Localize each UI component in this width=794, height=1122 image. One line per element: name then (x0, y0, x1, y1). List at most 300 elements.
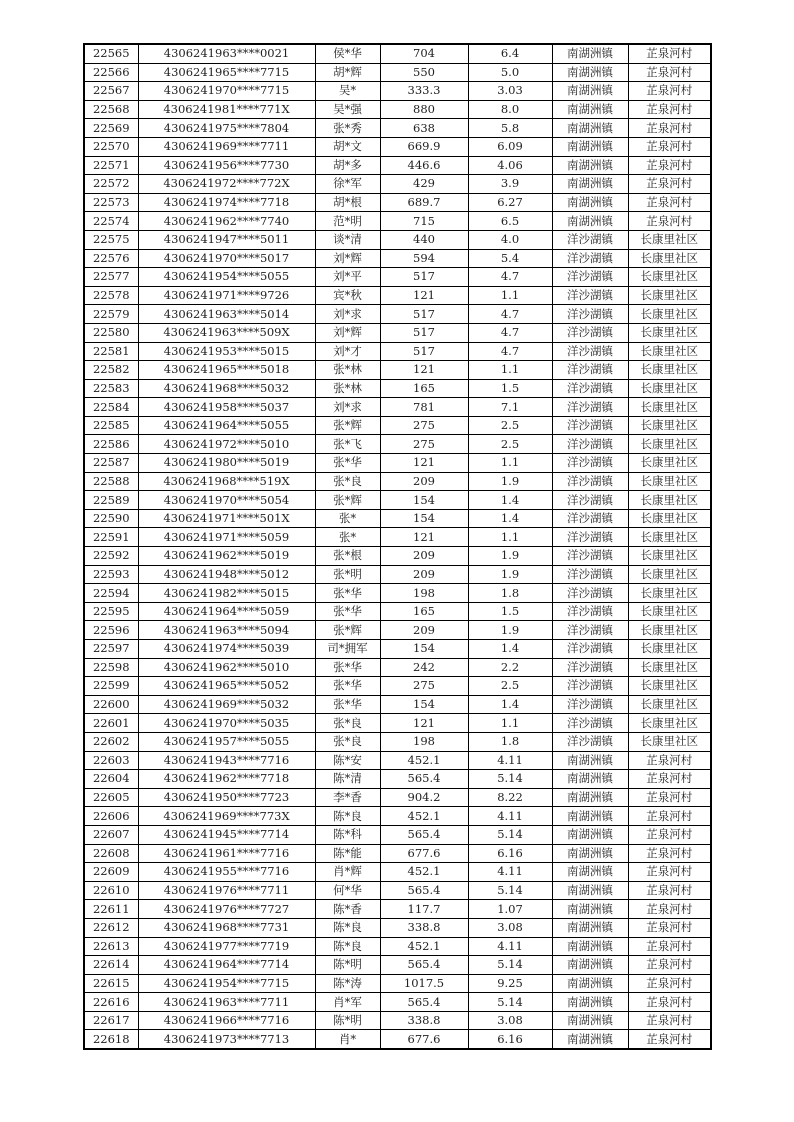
town-cell: 洋沙湖镇 (552, 379, 628, 398)
town-cell: 南湖洲镇 (552, 137, 628, 156)
id-number-cell: 4306241963****509X (138, 323, 315, 342)
person-name-cell: 陈*香 (315, 900, 380, 919)
amount-cell: 517 (380, 342, 468, 361)
village-cell: 芷泉河村 (628, 993, 711, 1012)
town-cell: 洋沙湖镇 (552, 640, 628, 659)
person-name-cell: 刘*辉 (315, 249, 380, 268)
area-cell: 5.14 (468, 881, 552, 900)
person-name-cell: 陈*良 (315, 918, 380, 937)
area-cell: 2.5 (468, 435, 552, 454)
person-name-cell: 陈*科 (315, 825, 380, 844)
row-number-cell: 22581 (84, 342, 138, 361)
village-cell: 长康里社区 (628, 230, 711, 249)
amount-cell: 704 (380, 44, 468, 63)
row-number-cell: 22600 (84, 695, 138, 714)
id-number-cell: 4306241962****7740 (138, 212, 315, 231)
town-cell: 洋沙湖镇 (552, 621, 628, 640)
area-cell: 6.16 (468, 1030, 552, 1049)
id-number-cell: 4306241945****7714 (138, 825, 315, 844)
amount-cell: 165 (380, 602, 468, 621)
person-name-cell: 肖*辉 (315, 863, 380, 882)
amount-cell: 209 (380, 472, 468, 491)
person-name-cell: 吴*强 (315, 100, 380, 119)
amount-cell: 565.4 (380, 881, 468, 900)
table-row (84, 472, 711, 491)
person-name-cell: 胡*多 (315, 156, 380, 175)
row-number-cell: 22590 (84, 509, 138, 528)
person-name-cell: 张*明 (315, 565, 380, 584)
row-number-cell: 22568 (84, 100, 138, 119)
table-row (84, 175, 711, 194)
town-cell: 南湖洲镇 (552, 175, 628, 194)
id-number-cell: 4306241962****5019 (138, 547, 315, 566)
town-cell: 南湖洲镇 (552, 844, 628, 863)
id-number-cell: 4306241963****7711 (138, 993, 315, 1012)
village-cell: 芷泉河村 (628, 1011, 711, 1030)
area-cell: 6.4 (468, 44, 552, 63)
area-cell: 1.9 (468, 565, 552, 584)
town-cell: 洋沙湖镇 (552, 472, 628, 491)
person-name-cell: 陈*明 (315, 956, 380, 975)
village-cell: 长康里社区 (628, 584, 711, 603)
row-number-cell: 22607 (84, 825, 138, 844)
id-number-cell: 4306241977****7719 (138, 937, 315, 956)
person-name-cell: 张*根 (315, 547, 380, 566)
table-row (84, 881, 711, 900)
table-row (84, 44, 711, 63)
town-cell: 洋沙湖镇 (552, 342, 628, 361)
area-cell: 5.0 (468, 63, 552, 82)
person-name-cell: 张*辉 (315, 491, 380, 510)
table-row (84, 602, 711, 621)
area-cell: 4.11 (468, 937, 552, 956)
row-number-cell: 22571 (84, 156, 138, 175)
row-number-cell: 22579 (84, 305, 138, 324)
area-cell: 6.09 (468, 137, 552, 156)
table-row (84, 379, 711, 398)
id-number-cell: 4306241969****5032 (138, 695, 315, 714)
person-name-cell: 胡*辉 (315, 63, 380, 82)
id-number-cell: 4306241970****5017 (138, 249, 315, 268)
town-cell: 南湖洲镇 (552, 900, 628, 919)
amount-cell: 669.9 (380, 137, 468, 156)
row-number-cell: 22567 (84, 82, 138, 101)
id-number-cell: 4306241965****7715 (138, 63, 315, 82)
row-number-cell: 22612 (84, 918, 138, 937)
id-number-cell: 4306241969****773X (138, 807, 315, 826)
table-row (84, 509, 711, 528)
amount-cell: 440 (380, 230, 468, 249)
amount-cell: 452.1 (380, 751, 468, 770)
table-row (84, 1011, 711, 1030)
row-number-cell: 22573 (84, 193, 138, 212)
id-number-cell: 4306241948****5012 (138, 565, 315, 584)
table-row (84, 695, 711, 714)
amount-cell: 154 (380, 640, 468, 659)
table-row (84, 844, 711, 863)
amount-cell: 165 (380, 379, 468, 398)
town-cell: 洋沙湖镇 (552, 602, 628, 621)
village-cell: 长康里社区 (628, 714, 711, 733)
id-number-cell: 4306241971****9726 (138, 286, 315, 305)
id-number-cell: 4306241976****7711 (138, 881, 315, 900)
person-name-cell: 宾*秋 (315, 286, 380, 305)
amount-cell: 117.7 (380, 900, 468, 919)
row-number-cell: 22610 (84, 881, 138, 900)
town-cell: 洋沙湖镇 (552, 491, 628, 510)
person-name-cell: 陈*良 (315, 807, 380, 826)
row-number-cell: 22604 (84, 770, 138, 789)
table-row (84, 491, 711, 510)
village-cell: 芷泉河村 (628, 100, 711, 119)
table-row (84, 435, 711, 454)
row-number-cell: 22599 (84, 677, 138, 696)
amount-cell: 154 (380, 695, 468, 714)
id-number-cell: 4306241964****5059 (138, 602, 315, 621)
id-number-cell: 4306241971****5059 (138, 528, 315, 547)
person-name-cell: 陈*能 (315, 844, 380, 863)
amount-cell: 275 (380, 416, 468, 435)
town-cell: 南湖洲镇 (552, 63, 628, 82)
id-number-cell: 4306241943****7716 (138, 751, 315, 770)
village-cell: 长康里社区 (628, 621, 711, 640)
village-cell: 长康里社区 (628, 249, 711, 268)
row-number-cell: 22574 (84, 212, 138, 231)
amount-cell: 594 (380, 249, 468, 268)
id-number-cell: 4306241974****7718 (138, 193, 315, 212)
town-cell: 南湖洲镇 (552, 156, 628, 175)
table-row (84, 100, 711, 119)
village-cell: 长康里社区 (628, 286, 711, 305)
village-cell: 芷泉河村 (628, 974, 711, 993)
id-number-cell: 4306241957****5055 (138, 732, 315, 751)
id-number-cell: 4306241954****5055 (138, 268, 315, 287)
table-row (84, 1030, 711, 1049)
id-number-cell: 4306241973****7713 (138, 1030, 315, 1049)
amount-cell: 880 (380, 100, 468, 119)
row-number-cell: 22576 (84, 249, 138, 268)
town-cell: 南湖洲镇 (552, 788, 628, 807)
row-number-cell: 22569 (84, 119, 138, 138)
village-cell: 芷泉河村 (628, 770, 711, 789)
village-cell: 芷泉河村 (628, 137, 711, 156)
town-cell: 洋沙湖镇 (552, 584, 628, 603)
table-row (84, 212, 711, 231)
village-cell: 芷泉河村 (628, 956, 711, 975)
table-row (84, 732, 711, 751)
table-row (84, 398, 711, 417)
town-cell: 洋沙湖镇 (552, 416, 628, 435)
row-number-cell: 22614 (84, 956, 138, 975)
area-cell: 1.1 (468, 286, 552, 305)
person-name-cell: 张*秀 (315, 119, 380, 138)
village-cell: 长康里社区 (628, 602, 711, 621)
row-number-cell: 22598 (84, 658, 138, 677)
village-cell: 芷泉河村 (628, 900, 711, 919)
area-cell: 5.4 (468, 249, 552, 268)
records-table (83, 43, 712, 1050)
area-cell: 4.7 (468, 323, 552, 342)
person-name-cell: 张*林 (315, 361, 380, 380)
row-number-cell: 22586 (84, 435, 138, 454)
amount-cell: 517 (380, 268, 468, 287)
town-cell: 南湖洲镇 (552, 881, 628, 900)
town-cell: 洋沙湖镇 (552, 547, 628, 566)
id-number-cell: 4306241963****5014 (138, 305, 315, 324)
row-number-cell: 22565 (84, 44, 138, 63)
row-number-cell: 22572 (84, 175, 138, 194)
area-cell: 4.06 (468, 156, 552, 175)
id-number-cell: 4306241953****5015 (138, 342, 315, 361)
amount-cell: 154 (380, 491, 468, 510)
area-cell: 4.0 (468, 230, 552, 249)
area-cell: 1.1 (468, 714, 552, 733)
area-cell: 1.07 (468, 900, 552, 919)
table-row (84, 974, 711, 993)
person-name-cell: 张*林 (315, 379, 380, 398)
amount-cell: 715 (380, 212, 468, 231)
id-number-cell: 4306241968****5032 (138, 379, 315, 398)
person-name-cell: 陈*安 (315, 751, 380, 770)
person-name-cell: 张*华 (315, 677, 380, 696)
village-cell: 芷泉河村 (628, 1030, 711, 1049)
table-row (84, 342, 711, 361)
table-row (84, 937, 711, 956)
area-cell: 1.8 (468, 732, 552, 751)
person-name-cell: 肖*军 (315, 993, 380, 1012)
village-cell: 长康里社区 (628, 509, 711, 528)
village-cell: 长康里社区 (628, 342, 711, 361)
amount-cell: 198 (380, 584, 468, 603)
person-name-cell: 张*飞 (315, 435, 380, 454)
town-cell: 南湖洲镇 (552, 825, 628, 844)
id-number-cell: 4306241968****7731 (138, 918, 315, 937)
amount-cell: 275 (380, 677, 468, 696)
town-cell: 南湖洲镇 (552, 918, 628, 937)
person-name-cell: 陈*清 (315, 770, 380, 789)
row-number-cell: 22611 (84, 900, 138, 919)
person-name-cell: 刘*求 (315, 398, 380, 417)
amount-cell: 565.4 (380, 993, 468, 1012)
area-cell: 2.5 (468, 416, 552, 435)
id-number-cell: 4306241975****7804 (138, 119, 315, 138)
amount-cell: 638 (380, 119, 468, 138)
table-row (84, 825, 711, 844)
village-cell: 芷泉河村 (628, 751, 711, 770)
row-number-cell: 22602 (84, 732, 138, 751)
amount-cell: 338.8 (380, 918, 468, 937)
amount-cell: 198 (380, 732, 468, 751)
row-number-cell: 22585 (84, 416, 138, 435)
row-number-cell: 22584 (84, 398, 138, 417)
amount-cell: 550 (380, 63, 468, 82)
village-cell: 芷泉河村 (628, 119, 711, 138)
town-cell: 南湖洲镇 (552, 119, 628, 138)
row-number-cell: 22591 (84, 528, 138, 547)
table-row (84, 268, 711, 287)
id-number-cell: 4306241981****771X (138, 100, 315, 119)
town-cell: 洋沙湖镇 (552, 305, 628, 324)
amount-cell: 1017.5 (380, 974, 468, 993)
id-number-cell: 4306241963****0021 (138, 44, 315, 63)
id-number-cell: 4306241950****7723 (138, 788, 315, 807)
person-name-cell: 刘*求 (315, 305, 380, 324)
row-number-cell: 22615 (84, 974, 138, 993)
village-cell: 长康里社区 (628, 547, 711, 566)
amount-cell: 517 (380, 305, 468, 324)
table-row (84, 137, 711, 156)
person-name-cell: 何*华 (315, 881, 380, 900)
area-cell: 5.14 (468, 770, 552, 789)
row-number-cell: 22578 (84, 286, 138, 305)
row-number-cell: 22570 (84, 137, 138, 156)
amount-cell: 565.4 (380, 956, 468, 975)
table-row (84, 63, 711, 82)
village-cell: 芷泉河村 (628, 193, 711, 212)
town-cell: 南湖洲镇 (552, 1011, 628, 1030)
id-number-cell: 4306241970****5054 (138, 491, 315, 510)
id-number-cell: 4306241964****5055 (138, 416, 315, 435)
amount-cell: 781 (380, 398, 468, 417)
table-row (84, 956, 711, 975)
table-row (84, 900, 711, 919)
amount-cell: 333.3 (380, 82, 468, 101)
town-cell: 洋沙湖镇 (552, 323, 628, 342)
town-cell: 洋沙湖镇 (552, 454, 628, 473)
amount-cell: 121 (380, 714, 468, 733)
id-number-cell: 4306241964****7714 (138, 956, 315, 975)
person-name-cell: 谈*清 (315, 230, 380, 249)
person-name-cell: 张*华 (315, 695, 380, 714)
town-cell: 洋沙湖镇 (552, 658, 628, 677)
person-name-cell: 胡*文 (315, 137, 380, 156)
town-cell: 洋沙湖镇 (552, 286, 628, 305)
table-row (84, 528, 711, 547)
town-cell: 南湖洲镇 (552, 993, 628, 1012)
area-cell: 6.5 (468, 212, 552, 231)
id-number-cell: 4306241969****7711 (138, 137, 315, 156)
id-number-cell: 4306241962****7718 (138, 770, 315, 789)
table-row (84, 863, 711, 882)
town-cell: 洋沙湖镇 (552, 249, 628, 268)
id-number-cell: 4306241965****5052 (138, 677, 315, 696)
row-number-cell: 22613 (84, 937, 138, 956)
id-number-cell: 4306241972****5010 (138, 435, 315, 454)
town-cell: 南湖洲镇 (552, 193, 628, 212)
table-row (84, 584, 711, 603)
town-cell: 洋沙湖镇 (552, 528, 628, 547)
person-name-cell: 张*良 (315, 714, 380, 733)
area-cell: 5.14 (468, 956, 552, 975)
person-name-cell: 张* (315, 509, 380, 528)
area-cell: 4.11 (468, 863, 552, 882)
area-cell: 4.11 (468, 807, 552, 826)
area-cell: 1.9 (468, 472, 552, 491)
village-cell: 长康里社区 (628, 528, 711, 547)
id-number-cell: 4306241962****5010 (138, 658, 315, 677)
person-name-cell: 张*华 (315, 658, 380, 677)
town-cell: 洋沙湖镇 (552, 714, 628, 733)
amount-cell: 452.1 (380, 863, 468, 882)
row-number-cell: 22617 (84, 1011, 138, 1030)
area-cell: 6.27 (468, 193, 552, 212)
table-row (84, 82, 711, 101)
id-number-cell: 4306241954****7715 (138, 974, 315, 993)
area-cell: 1.8 (468, 584, 552, 603)
table-row (84, 993, 711, 1012)
village-cell: 长康里社区 (628, 565, 711, 584)
table-row (84, 547, 711, 566)
town-cell: 洋沙湖镇 (552, 695, 628, 714)
area-cell: 6.16 (468, 844, 552, 863)
person-name-cell: 胡*根 (315, 193, 380, 212)
town-cell: 洋沙湖镇 (552, 435, 628, 454)
town-cell: 南湖洲镇 (552, 44, 628, 63)
row-number-cell: 22594 (84, 584, 138, 603)
amount-cell: 275 (380, 435, 468, 454)
row-number-cell: 22605 (84, 788, 138, 807)
amount-cell: 121 (380, 528, 468, 547)
row-number-cell: 22608 (84, 844, 138, 863)
village-cell: 芷泉河村 (628, 788, 711, 807)
person-name-cell: 范*明 (315, 212, 380, 231)
id-number-cell: 4306241966****7716 (138, 1011, 315, 1030)
area-cell: 1.5 (468, 379, 552, 398)
area-cell: 3.9 (468, 175, 552, 194)
area-cell: 1.1 (468, 361, 552, 380)
amount-cell: 154 (380, 509, 468, 528)
id-number-cell: 4306241961****7716 (138, 844, 315, 863)
area-cell: 1.9 (468, 547, 552, 566)
amount-cell: 338.8 (380, 1011, 468, 1030)
person-name-cell: 肖* (315, 1030, 380, 1049)
amount-cell: 689.7 (380, 193, 468, 212)
id-number-cell: 4306241955****7716 (138, 863, 315, 882)
area-cell: 1.5 (468, 602, 552, 621)
town-cell: 洋沙湖镇 (552, 361, 628, 380)
table-row (84, 249, 711, 268)
row-number-cell: 22597 (84, 640, 138, 659)
id-number-cell: 4306241982****5015 (138, 584, 315, 603)
amount-cell: 121 (380, 286, 468, 305)
amount-cell: 904.2 (380, 788, 468, 807)
area-cell: 1.1 (468, 528, 552, 547)
id-number-cell: 4306241958****5037 (138, 398, 315, 417)
id-number-cell: 4306241980****5019 (138, 454, 315, 473)
amount-cell: 517 (380, 323, 468, 342)
area-cell: 2.5 (468, 677, 552, 696)
amount-cell: 209 (380, 565, 468, 584)
village-cell: 芷泉河村 (628, 156, 711, 175)
area-cell: 4.7 (468, 342, 552, 361)
village-cell: 芷泉河村 (628, 825, 711, 844)
area-cell: 1.4 (468, 509, 552, 528)
id-number-cell: 4306241970****5035 (138, 714, 315, 733)
village-cell: 长康里社区 (628, 472, 711, 491)
village-cell: 长康里社区 (628, 454, 711, 473)
id-number-cell: 4306241968****519X (138, 472, 315, 491)
row-number-cell: 22575 (84, 230, 138, 249)
table-row (84, 286, 711, 305)
row-number-cell: 22566 (84, 63, 138, 82)
id-number-cell: 4306241970****7715 (138, 82, 315, 101)
id-number-cell: 4306241965****5018 (138, 361, 315, 380)
village-cell: 芷泉河村 (628, 844, 711, 863)
person-name-cell: 刘*才 (315, 342, 380, 361)
table-row (84, 751, 711, 770)
table-row (84, 361, 711, 380)
village-cell: 长康里社区 (628, 658, 711, 677)
